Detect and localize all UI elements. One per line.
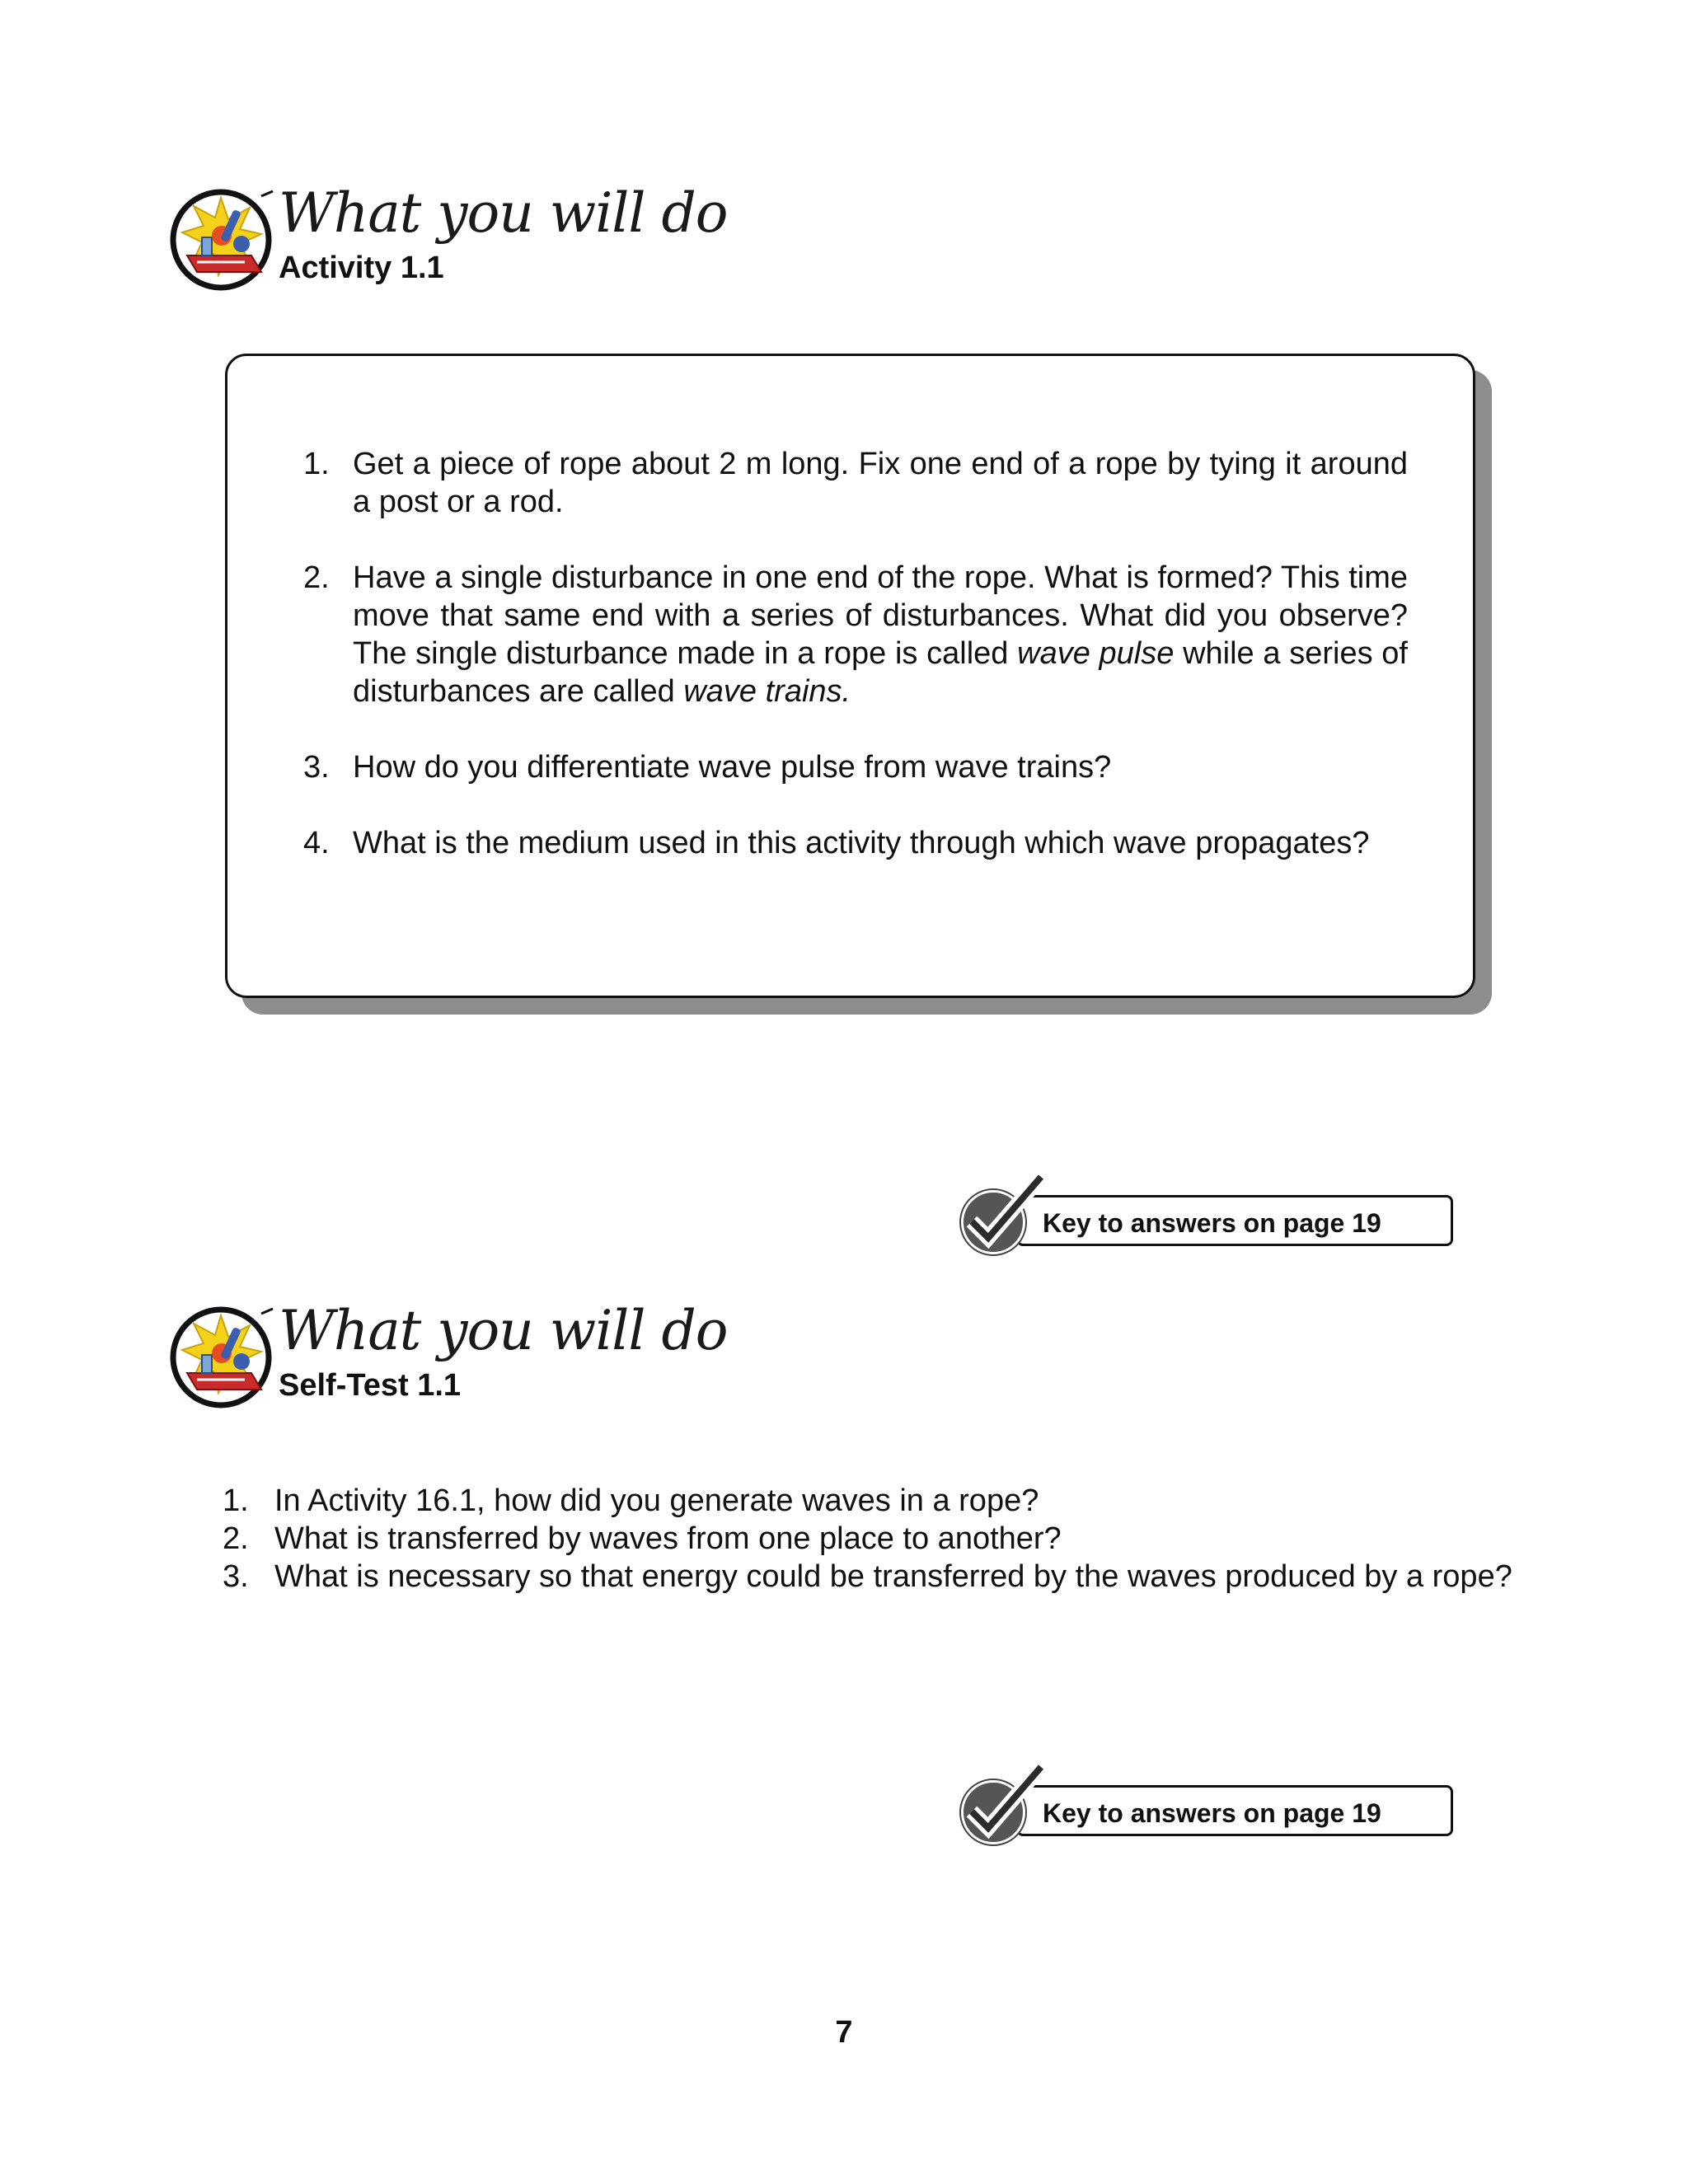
list-item-text: What is transferred by waves from one place to another? [274,1521,1062,1556]
term-wave-pulse: wave pulse [1017,636,1175,671]
section-subtitle: Self-Test 1.1 [279,1368,462,1403]
section-header-self-test [169,1299,911,1419]
answer-key-label: Key to answers on page 19 [1043,1208,1381,1238]
list-item-text: while a series of disturbances are called [353,636,1408,709]
activity-box [225,354,1475,998]
answer-key-self-test[interactable] [959,1757,1461,1848]
list-item [303,559,1408,710]
list-item-number: 1. [303,447,330,481]
science-lab-icon [169,1304,276,1411]
list-item [223,1482,1518,1520]
science-lab-icon [169,186,276,293]
checkmark-circle-icon [959,1167,1053,1258]
list-item-number: 3. [303,750,330,785]
list-item [223,1558,1518,1596]
list-item-number: 1. [223,1483,249,1518]
checkmark-circle-icon [959,1757,1053,1848]
list-item [303,824,1408,862]
list-item [303,445,1408,521]
list-item-number: 3. [223,1559,249,1594]
list-item [223,1520,1518,1558]
answer-key-label: Key to answers on page 19 [1043,1798,1381,1828]
list-item-text: How do you differentiate wave pulse from wave trains? [353,750,1112,785]
page-number: 7 [835,2015,853,2050]
list-item-text: Get a piece of rope about 2 m long. Fix one end of a rope by tying it around a post or a rod. [353,447,1408,519]
section-title: What you will do [279,1299,728,1362]
list-item [303,748,1408,786]
list-item-text: In Activity 16.1, how did you generate waves in a rope? [274,1483,1039,1518]
list-item-text: What is necessary so that energy could be transferred by the waves produced by a rope? [274,1559,1512,1594]
answer-key-activity[interactable] [959,1167,1461,1258]
section-title: What you will do [279,181,728,245]
list-item-number: 2. [223,1521,249,1556]
list-item-number: 4. [303,826,330,860]
section-subtitle: Activity 1.1 [279,251,444,285]
activity-steps-list [303,445,1408,862]
list-item-text: Have a single disturbance in one end of the rope. What is formed? This time move that same end with a series of disturbances. What did you observe? The single disturbance made in a rope is called [353,560,1408,671]
list-item-number: 2. [303,560,330,595]
term-wave-trains: wave trains. [683,674,851,709]
list-item-text: What is the medium used in this activity through which wave propagates? [353,826,1370,860]
self-test-questions-list [223,1482,1518,1596]
section-header-activity [169,181,911,302]
